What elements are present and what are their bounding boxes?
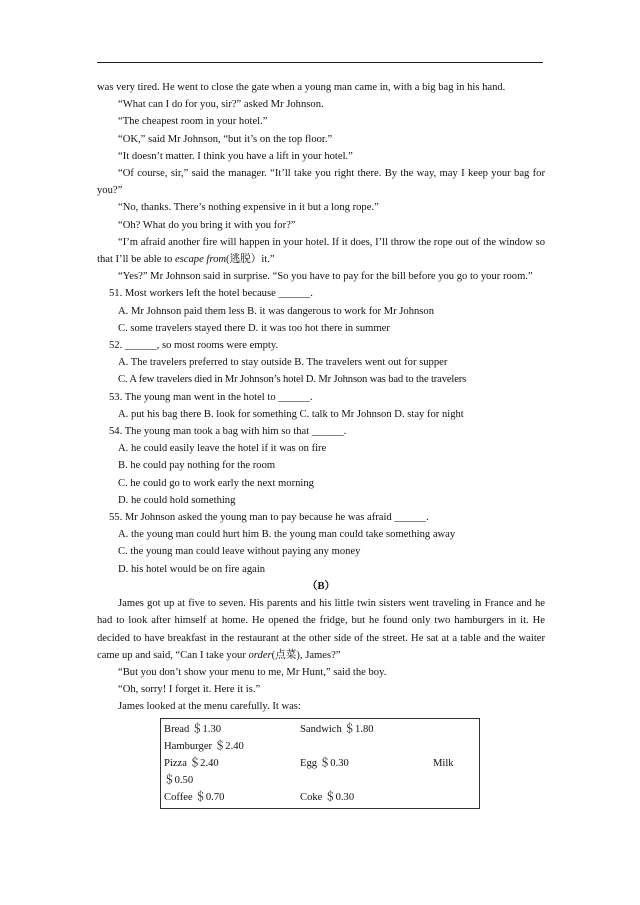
question-52	[97, 337, 545, 389]
menu-row	[161, 772, 479, 789]
option-row: A. The travelers preferred to stay outside B. The travelers went out for supper	[118, 357, 448, 369]
option-row: A. Mr Johnson paid them less B. it was dangerous to work for Mr Johnson	[118, 305, 435, 317]
passage-b	[97, 595, 545, 715]
question-53	[97, 389, 545, 423]
text-run: “I’m afraid another fire will happen in your hotel. If it does, I’ll throw the rope out of the window so that I’ll be able to	[97, 236, 545, 266]
option-row: B. he could pay nothing for the room	[118, 460, 276, 472]
passage-line: “But you don’t show your menu to me, Mr Hunt,” said the boy.	[118, 666, 387, 678]
passage-a	[97, 79, 545, 285]
section-heading: （B）	[306, 580, 336, 592]
option-row: C. A few travelers died in Mr Johnson’s hotel D. Mr Johnson was bad to the travelers	[118, 374, 467, 386]
option-row: A. put his bag there B. look for something C. talk to Mr Johnson D. stay for night	[118, 408, 464, 420]
question-54	[97, 423, 545, 509]
passage-line: “Oh? What do you bring it with you for?”	[118, 219, 296, 231]
menu-row	[161, 789, 479, 806]
question-stem: 54. The young man took a bag with him so that ______.	[109, 426, 347, 438]
menu-item-coffee: Coffee ＄0.70	[164, 791, 225, 803]
document-body	[97, 79, 545, 809]
passage-line-escape	[97, 234, 545, 268]
question-55	[97, 509, 545, 578]
passage-line: “Yes?” Mr Johnson said in surprise. “So you have to pay for the bill before you go to your room.”	[118, 271, 533, 283]
question-stem: 51. Most workers left the hotel because ______.	[109, 288, 313, 300]
passage-line: “No, thanks. There’s nothing expensive in it but a long rope.”	[118, 202, 379, 214]
question-stem: 55. Mr Johnson asked the young man to pay because he was afraid ______.	[109, 512, 429, 524]
menu-box	[160, 718, 480, 809]
menu-item-coke: Coke ＄0.30	[300, 791, 355, 803]
question-list	[97, 285, 545, 577]
option-row: C. the young man could leave without paying any money	[118, 546, 361, 558]
passage-line: “Oh, sorry! I forget it. Here it is.”	[118, 684, 261, 696]
menu-item-pizza: Pizza ＄2.40	[164, 757, 219, 769]
passage-paragraph	[97, 595, 545, 664]
menu-row	[161, 755, 479, 772]
question-stem: 53. The young man went in the hotel to ______.	[109, 391, 313, 403]
menu-item-egg: Egg ＄0.30	[300, 757, 349, 769]
passage-line: “OK,” said Mr Johnson, “but it’s on the top floor.”	[118, 133, 333, 145]
passage-line: James looked at the menu carefully. It was:	[118, 701, 301, 713]
menu-item-milk-label: Milk	[433, 757, 454, 769]
text-run: James got up at five to seven. His parents and his little twin sisters went traveling in France and he had to look after himself at home. He opened the fridge, but he found only two hamburgers in it. He decided to have breakfast in the restaurant at the other side of the street. He sat at a table and the waiter came up and said, “Can I take your	[97, 598, 545, 661]
header-rule	[97, 62, 543, 63]
option-row: C. he could go to work early the next morning	[118, 477, 314, 489]
menu-row	[161, 738, 479, 755]
menu-item-sandwich: Sandwich ＄1.80	[300, 723, 374, 735]
text-run: (逃脱）it.”	[226, 254, 275, 266]
italic-phrase: order	[248, 649, 272, 661]
passage-line: “Of course, sir,” said the manager. “It’ll take you right there. By the way, may I keep your bag for you?”	[97, 168, 545, 197]
text-run: (点菜), James?”	[271, 649, 341, 661]
passage-line: “What can I do for you, sir?” asked Mr Johnson.	[118, 99, 324, 111]
option-row: A. he could easily leave the hotel if it was on fire	[118, 443, 327, 455]
passage-line: “It doesn’t matter. I think you have a lift in your hotel.”	[118, 150, 353, 162]
menu-item-milk-price: ＄0.50	[164, 774, 194, 786]
passage-line: “The cheapest room in your hotel.”	[118, 116, 268, 128]
passage-line: was very tired. He went to close the gate when a young man came in, with a big bag in his hand.	[97, 82, 506, 93]
menu-item-bread: Bread ＄1.30	[164, 723, 222, 735]
option-row: A. the young man could hurt him B. the young man could take something away	[118, 529, 456, 541]
question-51	[97, 285, 545, 337]
menu-row	[161, 721, 479, 738]
question-stem: 52. ______, so most rooms were empty.	[109, 340, 279, 352]
option-row: D. he could hold something	[118, 494, 236, 506]
option-row: C. some travelers stayed there D. it was too hot there in summer	[118, 322, 390, 334]
option-row: D. his hotel would be on fire again	[118, 563, 266, 575]
menu-item-hamburger: Hamburger ＄2.40	[164, 740, 244, 752]
italic-phrase: escape from	[174, 254, 227, 266]
